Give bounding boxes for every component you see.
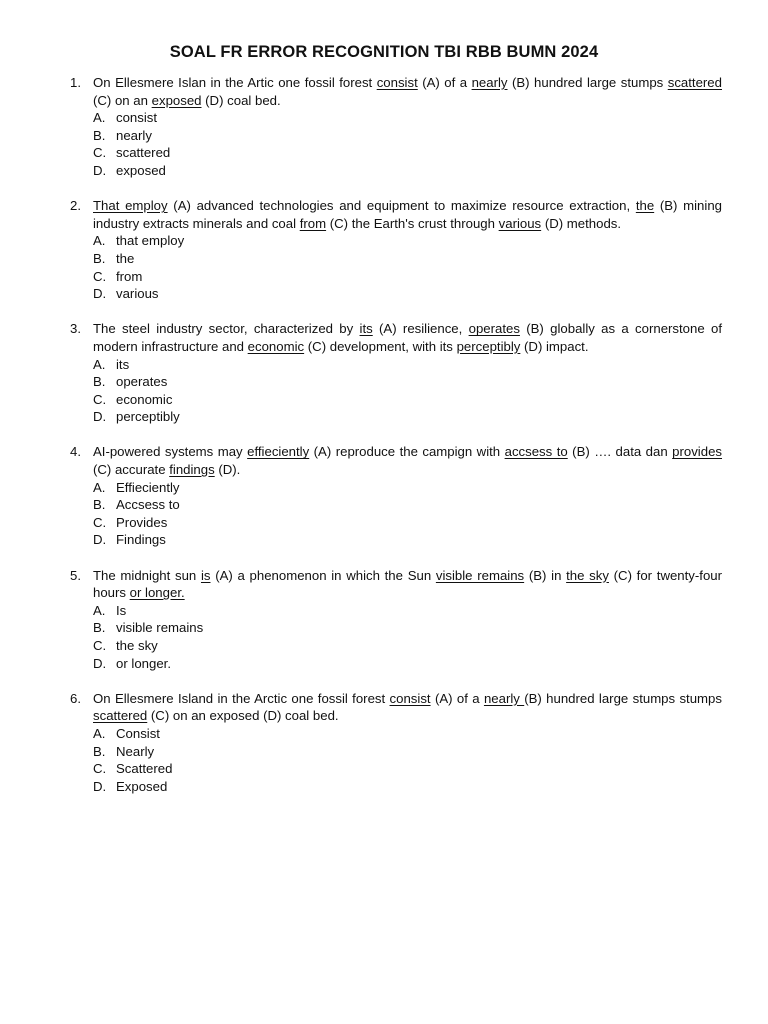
underlined-phrase: visible remains <box>435 567 525 583</box>
option-text: nearly <box>116 127 152 143</box>
question-item <box>70 197 722 303</box>
underlined-phrase: perceptibly <box>456 338 521 354</box>
option-letter: D. <box>93 162 107 178</box>
underlined-phrase: consist <box>376 75 418 90</box>
question-number: 2. <box>70 198 81 214</box>
underlined-phrase: effieciently <box>247 444 310 460</box>
question-text-segment: (B) globally as a cornerstone of modern infrastructure and <box>93 321 722 354</box>
option-letter: A. <box>93 110 106 126</box>
question-number: 1. <box>70 75 81 90</box>
question-text-segment: (C) on an exposed (D) coal bed. <box>147 708 339 724</box>
question-text <box>70 74 722 109</box>
underlined-phrase: scattered <box>667 75 722 90</box>
underlined-phrase: the sky <box>566 567 609 583</box>
option-text: the <box>116 250 135 266</box>
question-number: 4. <box>70 444 81 460</box>
option-text: visible remains <box>116 620 204 636</box>
option-text: economic <box>116 391 173 407</box>
option-text: that employ <box>116 233 185 249</box>
option-text: Effieciently <box>116 479 180 495</box>
option-letter: C. <box>93 638 107 653</box>
answer-options <box>70 725 722 795</box>
option-letter: C. <box>93 514 107 530</box>
question-text-segment: (D) methods. <box>541 215 622 231</box>
option-text: the sky <box>116 638 158 653</box>
answer-option <box>93 373 722 391</box>
answer-option <box>93 514 722 532</box>
question-item <box>70 320 722 426</box>
option-text: operates <box>116 374 168 390</box>
question-text-segment: (A) resilience, <box>372 321 469 337</box>
option-letter: D. <box>93 778 107 794</box>
question-text-segment: (A) advanced technologies and equipment to maximize resource extraction, <box>167 198 636 214</box>
question-text-segment: (D) impact. <box>520 338 589 354</box>
underlined-phrase: is <box>200 567 211 583</box>
question-text-segment: (B) …. data dan <box>567 444 673 460</box>
option-letter: A. <box>93 356 106 372</box>
option-letter: B. <box>93 374 106 390</box>
answer-option <box>93 285 722 303</box>
answer-options <box>70 356 722 426</box>
underlined-phrase: from <box>299 215 327 231</box>
option-text: Is <box>116 602 127 618</box>
option-letter: D. <box>93 409 107 425</box>
answer-option <box>93 232 722 250</box>
answer-option <box>93 637 722 655</box>
option-letter: C. <box>93 391 107 407</box>
question-text-segment: On Ellesmere Island in the Arctic one fossil forest <box>93 690 390 706</box>
answer-option <box>93 531 722 549</box>
underlined-phrase: its <box>359 321 373 337</box>
option-letter: D. <box>93 655 107 671</box>
option-letter: D. <box>93 286 107 302</box>
answer-options <box>70 109 722 179</box>
option-text: Consist <box>116 725 160 741</box>
underlined-phrase: That employ <box>93 198 168 214</box>
option-text: Exposed <box>116 778 168 794</box>
question-text-segment: (A) reproduce the campign with <box>309 444 505 460</box>
question-text-segment: (A) a phenomenon in which the Sun <box>210 567 436 583</box>
question-number: 6. <box>70 690 81 706</box>
option-text: Nearly <box>116 743 155 759</box>
option-letter: A. <box>93 233 106 249</box>
question-item <box>70 443 722 549</box>
answer-option <box>93 408 722 426</box>
option-text: from <box>116 268 143 284</box>
question-text-segment: (C) the Earth's crust through <box>326 215 499 231</box>
answer-option <box>93 479 722 497</box>
question-text-segment: (B) hundred large stumps <box>507 75 668 90</box>
underlined-phrase: the <box>635 198 655 214</box>
question-item <box>70 690 722 796</box>
question-text <box>70 197 722 232</box>
underlined-phrase: nearly <box>483 690 525 706</box>
underlined-phrase: scattered <box>93 708 148 724</box>
underlined-phrase: various <box>498 215 542 231</box>
question-text-segment: (B) mining industry extracts minerals and coal <box>93 198 722 231</box>
question-text-segment: The steel industry sector, characterized by <box>93 321 360 337</box>
answer-option <box>93 144 722 162</box>
underlined-phrase: nearly <box>471 75 508 90</box>
question-text-segment: (D). <box>214 462 241 478</box>
answer-options <box>70 479 722 549</box>
answer-option <box>93 655 722 673</box>
question-text-segment: (C) for twenty-four hours <box>93 567 723 601</box>
question-text-segment: (C) on an <box>93 92 152 108</box>
option-text: Accsess to <box>116 497 180 513</box>
answer-option <box>93 268 722 286</box>
option-text: scattered <box>116 145 171 161</box>
answer-option <box>93 778 722 796</box>
answer-option <box>93 356 722 374</box>
answer-option <box>93 743 722 761</box>
answer-option <box>93 496 722 514</box>
option-text: Provides <box>116 514 168 530</box>
underlined-phrase: economic <box>247 338 305 354</box>
option-text: exposed <box>116 162 166 178</box>
option-letter: B. <box>93 743 106 759</box>
question-text-segment: AI-powered systems may <box>93 444 248 460</box>
question-text-segment: (B) hundred large stumps stumps <box>524 690 722 706</box>
answer-option <box>93 619 722 637</box>
answer-option <box>93 602 722 620</box>
option-text: or longer. <box>116 655 171 671</box>
option-letter: C. <box>93 268 107 284</box>
question-text-segment: (B) in <box>524 567 567 583</box>
option-letter: A. <box>93 602 106 618</box>
answer-option <box>93 127 722 145</box>
option-letter: B. <box>93 250 106 266</box>
option-text: consist <box>116 110 158 126</box>
option-text: Scattered <box>116 761 173 777</box>
answer-option <box>93 391 722 409</box>
answer-options <box>70 602 722 672</box>
answer-option <box>93 109 722 127</box>
question-text-segment: (C) accurate <box>93 462 170 478</box>
question-item <box>70 74 722 180</box>
option-letter: B. <box>93 620 106 636</box>
question-number: 5. <box>70 567 81 583</box>
underlined-phrase: or longer. <box>129 585 185 601</box>
answer-option <box>93 725 722 743</box>
question-text-segment: On Ellesmere Islan in the Artic one fossil forest <box>93 75 377 90</box>
option-text: various <box>116 286 159 302</box>
question-text <box>70 320 722 355</box>
option-letter: B. <box>93 497 106 513</box>
question-text-segment: (D) coal bed. <box>201 92 281 108</box>
option-letter: A. <box>93 725 106 741</box>
option-text: its <box>116 356 130 372</box>
option-letter: D. <box>93 532 107 548</box>
question-text <box>70 567 722 602</box>
question-text-segment: (A) of a <box>430 690 484 706</box>
option-letter: C. <box>93 145 107 161</box>
underlined-phrase: exposed <box>151 92 202 108</box>
question-text-segment: (A) of a <box>417 75 472 90</box>
option-text: Findings <box>116 532 166 548</box>
question-text-segment: (C) development, with its <box>304 338 457 354</box>
answer-option <box>93 162 722 180</box>
option-text: perceptibly <box>116 409 180 425</box>
underlined-phrase: operates <box>468 321 520 337</box>
question-number: 3. <box>70 321 81 337</box>
question-text <box>70 443 722 478</box>
answer-options <box>70 232 722 302</box>
option-letter: C. <box>93 761 107 777</box>
answer-option <box>93 250 722 268</box>
option-letter: B. <box>93 127 106 143</box>
page-title: SOAL FR ERROR RECOGNITION TBI RBB BUMN 2024 <box>169 43 599 61</box>
question-item <box>70 567 722 673</box>
underlined-phrase: findings <box>169 462 215 478</box>
underlined-phrase: accsess to <box>504 444 568 460</box>
underlined-phrase: consist <box>389 690 431 706</box>
underlined-phrase: provides <box>672 444 723 460</box>
question-text-segment: The midnight sun <box>93 567 201 583</box>
option-letter: A. <box>93 479 106 495</box>
answer-option <box>93 760 722 778</box>
question-list <box>70 74 722 813</box>
question-text <box>70 690 722 725</box>
